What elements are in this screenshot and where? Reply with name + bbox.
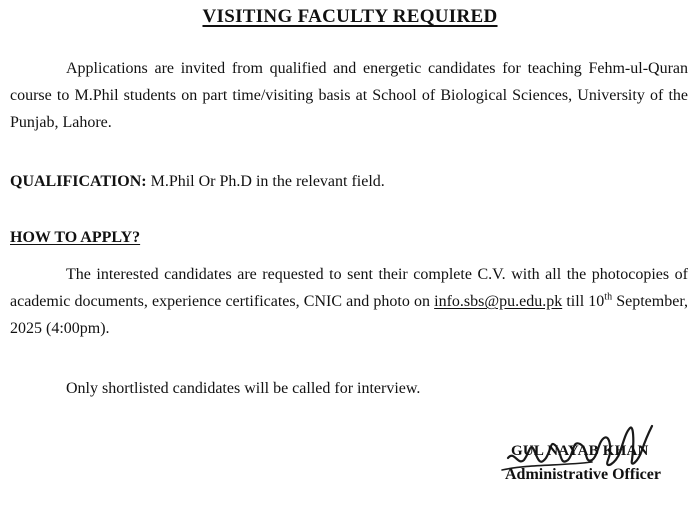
signatory-role: Administrative Officer [505, 466, 661, 483]
deadline-ordinal-suffix: th [604, 291, 613, 303]
notice-title [0, 6, 700, 28]
qualification-value: M.Phil Or Ph.D in the relevant field. [146, 173, 385, 190]
deadline-prefix: till 10 [562, 293, 605, 310]
how-to-apply-heading: HOW TO APPLY? [10, 229, 141, 246]
intro-paragraph: Applications are invited from qualified and energetic candidates for teaching Fehm-ul-Quran course to M.Phil students on part time/visiting basis at School of Biological Sciences, University of the Punjab, Lahore. [10, 60, 688, 131]
notice-title-text: VISITING FACULTY REQUIRED [202, 6, 498, 27]
deadline-rest: September, 2025 (4:00pm). [10, 293, 689, 337]
how-to-apply-paragraph [10, 261, 688, 342]
signatory-block [505, 440, 680, 486]
signatory-name: GUL NAYAB KHAN [511, 443, 649, 459]
email-link[interactable]: info.sbs@pu.edu.pk [434, 293, 563, 310]
qualification-line [10, 168, 688, 195]
how-to-apply-text: The interested candidates are requested to sent their complete C.V. with all the photocopies of academic documents, experience certificates, CNIC and photo on [10, 266, 688, 310]
shortlist-note: Only shortlisted candidates will be called for interview. [66, 380, 421, 397]
qualification-label: QUALIFICATION: [10, 173, 147, 190]
